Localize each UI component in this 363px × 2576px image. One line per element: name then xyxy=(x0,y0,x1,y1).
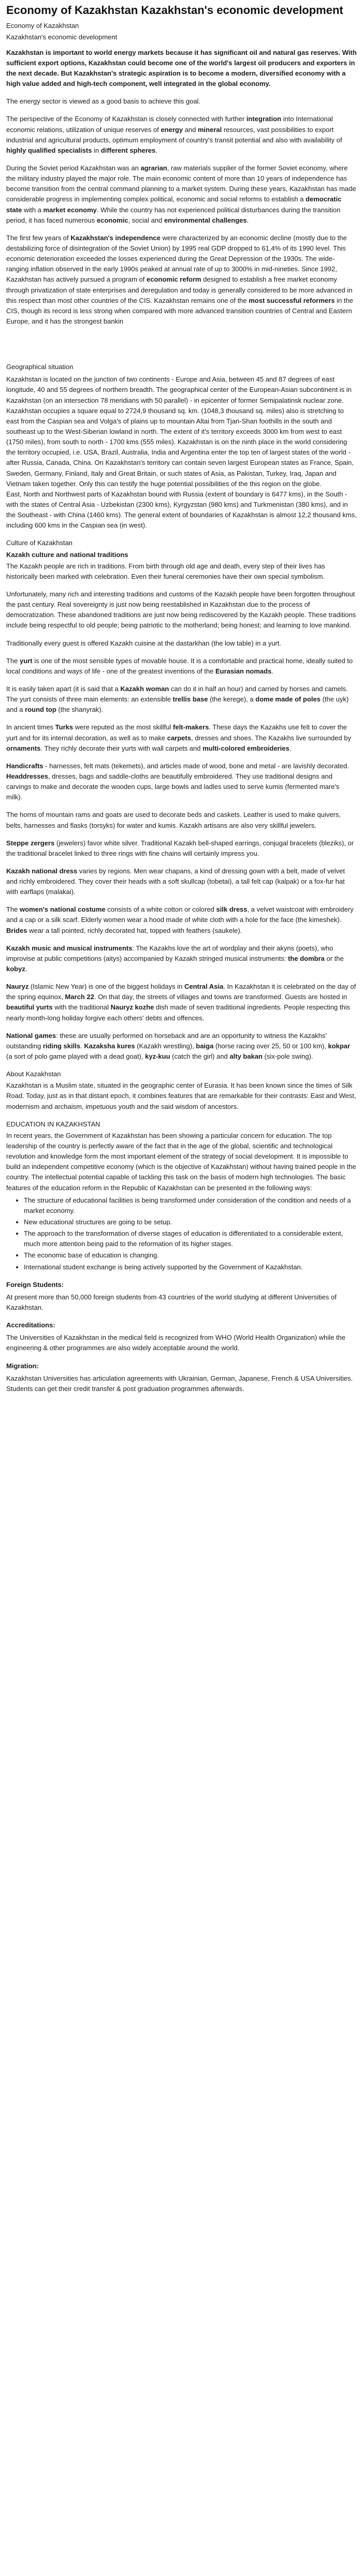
text-run: in the CIS, though its record is less strong when compared with more advanced transition countries of Central and Eastern Europe, and it has the strongest bankin xyxy=(6,296,353,326)
section-spacer xyxy=(6,334,357,355)
emphasis-text: baiga xyxy=(196,1042,214,1050)
emphasis-text: environmental challenges xyxy=(164,216,247,224)
section-heading-about: About Kazakhstan xyxy=(6,1070,61,1078)
emphasis-text: Kazakh woman xyxy=(120,684,169,693)
text-run: , a velvet waistcoat with embroidery and a cap or a silk scarf. Elderly women wear a hood made of white cloth with a hole for the face (the kimeshek). xyxy=(6,905,354,924)
text-run: : these are usually performed on horseback and are an opportunity to witness the Kazakhs' outstanding xyxy=(6,1031,327,1050)
text-run: (horse racing over 25, 50 or 100 km), xyxy=(213,1042,328,1050)
emphasis-text: Handicrafts xyxy=(6,762,43,770)
culture-paragraph xyxy=(6,761,357,803)
emphasis-text: Nauryz kozhe xyxy=(110,1003,154,1012)
culture-paragraph xyxy=(6,904,357,935)
emphasis-text: most successful reformers xyxy=(249,296,335,304)
culture-paragraph xyxy=(6,1031,357,1062)
emphasis-text: Kazakshа kures xyxy=(84,1042,135,1050)
text-run: : The Kazakhs love the art of wordplay and their akyns (poets), who improvise at public competitions (aitys) accompanied by Kazakh stringed musical instruments: xyxy=(6,944,333,962)
text-run: . These days the Kazakhs use felt to cover the yurt and for its internal decoration, as well as to make xyxy=(6,723,347,742)
text-run: The xyxy=(6,905,20,914)
intro-paragraph xyxy=(6,48,357,90)
emphasis-text: Nauryz xyxy=(6,983,29,991)
text-run: The xyxy=(6,656,20,665)
emphasis-text: democratic state xyxy=(6,195,342,214)
text-run: (the shanyrak). xyxy=(56,706,104,714)
text-run: (the kerege), a xyxy=(208,695,256,704)
emphasis-text: different spheres xyxy=(100,146,156,154)
text-run: During the Soviet period Kazakhstan was an xyxy=(6,164,141,172)
section-heading-education: EDUCATION IN KAZAKHSTAN xyxy=(6,1120,100,1128)
text-run: is one of the most sensible types of movable house. It is a comfortable and practical home, ideally suited to local conditions and ways of life - one of the greatest inventions of the xyxy=(6,656,353,675)
emphasis-text: Turks xyxy=(55,723,74,731)
emphasis-text: yurt xyxy=(20,656,33,665)
text-run: , dresses, bags and saddle-cloths are beautifully embroidered. They use traditional designs and carvings to make and decorate the wooden cups, large bowls and ladles used to serve kumis (fermented mare's milk). xyxy=(6,772,340,801)
text-run: , social and xyxy=(128,216,164,224)
emphasis-text: kobyz xyxy=(6,965,25,973)
text-run: . xyxy=(80,1042,84,1050)
emphasis-text: Central Asia xyxy=(184,983,224,991)
subsection-heading-traditions: Kazakh culture and national traditions xyxy=(6,550,128,559)
about-paragraph: Kazakhstan is a Muslim state, situated in the geographic center of Eurasia. It has been known since the times of Silk Road. Today, just as in that distant epoch, it combines features that are remarkable for their contrasts: East and West, modernism and archaism, impetuous youth and the said wisdom of ancestors. xyxy=(6,1081,356,1110)
text-run: , raw materials supplier of the former Soviet economy, where the military industry played the major role. The main economic content of more than 10 years of independence has become transition from the central command planning to a market system. During these years, Kazakhstan has made considerable progress in implementing complex political, economic and social reforms to establish a xyxy=(6,164,356,203)
text-run: or the xyxy=(324,954,344,962)
emphasis-text: dome made of poles xyxy=(255,695,321,704)
text-run: In ancient times xyxy=(6,723,55,731)
emphasis-text: Eurasian nomads xyxy=(215,667,272,675)
section-heading-culture: Culture of Kazakhstan xyxy=(6,539,72,547)
text-run: . xyxy=(155,146,157,154)
emphasis-text: felt-makers xyxy=(173,723,209,731)
text-run: (catch the girl) and xyxy=(170,1052,230,1061)
culture-paragraph: The Kazakh people are rich in traditions. From birth through old age and death, every step of their lives has historically been marked with celebration. Even their funeral ceremonies have their own special symbolism. xyxy=(6,562,325,580)
text-run: (jewelers) favor white silver. Traditional Kazakh bell-shaped earrings, conjugal bracelets (bleziks), or the traditional bracelet linked to three rings with fine chains will certainly impress you. xyxy=(6,839,354,857)
list-item: • The structure of educational facilities is being transformed under consideration of the condition and needs of a market economy. xyxy=(24,1195,357,1216)
intro-paragraph xyxy=(6,233,357,327)
emphasis-text: National games xyxy=(6,1031,56,1040)
text-run: (Kazakh wrestling), xyxy=(135,1042,196,1050)
text-run: The first few years of xyxy=(6,233,71,242)
education-paragraph: In recent years, the Government of Kazakhstan has been showing a particular concern for education. The top leadership of the country is perfectly aware of the fact that in the age of the global, scientific and technological revolution and knowledge form the most important element of the strategy of social development. It is impossible to build an independent competitive economy (which is the objective of Kazakhstan) without having trained people in the country. The intellectual potential capable of tackling this task on the basis of modern high technologies. The basic features of the education reform in the Republic of Kazakhstan can be presented in the following ways: xyxy=(6,1131,356,1192)
text-run: . xyxy=(25,965,27,973)
text-run: varies by regions. Men wear chapans, a kind of dressing gown with a belt, made of velvet and richly embroidered. They cover their heads with a soft skullcap (tobetai), a tall felt cap (kalpak) or a fox-fur hat with earflaps (malakai). xyxy=(6,867,345,896)
intro-paragraph xyxy=(6,163,357,226)
text-run: designed to establish a free market economy through privatization of state enterprises and deregulation and today is generally considered to be more advanced in this respect than most other countries of the CIS. Kazakhstan remains one of the xyxy=(6,275,353,304)
emphasis-text: carpets xyxy=(167,734,191,742)
list-item: • The approach to the transformation of diverse stages of education is differentiated to a considerable extent, much more attention being paid to the reformation of its higher stages. xyxy=(24,1228,357,1249)
text-run: The perspective of the Economy of Kazakhstan is closely connected with further xyxy=(6,115,246,123)
text-run: . On that day, the streets of villages and towns are transformed. Guests are hosted in xyxy=(94,993,347,1001)
emphasis-text: mineral xyxy=(198,125,222,134)
geo-paragraph: East, North and Northwest parts of Kazakhstan bound with Russia (extent of boundary is 6477 kms), in the South - with the states of Central Asia - Uzbekistan (2300 kms), Kyrgyzstan (980 kms) and Turkmenistan (380 kms), and in the Southeast - with China (1460 kms). The general extent of boundaries of Kazakhstan is almost 12,2 thousand kms, including 600 kms in the Caspian sea (in west). xyxy=(6,490,357,530)
text-run: can do it in half an hour) and carried by horses and camels. The yurt consists of three main elements: an extensible xyxy=(6,684,348,704)
text-run: were characterized by an economic decline (mostly due to the destabilizing force of disintegration of the Soviet Union) by 1995 real GDP dropped to 61,4% of its 1990 level. This economic deterioration exceeded the losses experienced during the Great Depression of the 1930s. The wide-ranging inflation observed in the early 1990s peaked at annual rate of up to 3000% in mid-nineties. Since 1992, Kazakhstan has actively pursued a program of xyxy=(6,233,347,284)
emphasis-text: the dombra xyxy=(288,954,325,962)
text-run: consists of a white cotton or colored xyxy=(105,905,216,914)
emphasis-text: kokpar xyxy=(328,1042,351,1050)
text-run: . While the country has not experienced political disturbances during the transition period, it has faced numerous xyxy=(6,206,341,224)
foreign-students-heading: Foreign Students: xyxy=(6,1280,64,1289)
text-run: , dresses and shoes. The Kazakhs live surrounded by xyxy=(191,734,352,742)
culture-paragraph: Unfortunately, many rich and interesting traditions and customs of the Kazakh people have been forgotten throughout the past century. Real sovereignty is just now being reestablished in Kazakhstan due to the process of democratization. These abandoned traditions are just now being rediscovered by the Kazakh people. These traditions include being respectful to old people; being patriotic to the motherland; being honest; and learning to love mankind. xyxy=(6,590,356,630)
list-item: • International student exchange is being actively supported by the Government of Kazakhstan. xyxy=(24,1262,357,1272)
intro-paragraph xyxy=(6,114,357,156)
culture-paragraph xyxy=(6,866,357,897)
migration-paragraph: Kazakhstan Universities has articulation agreements with Ukrainian, German, Japanese, French & USA Universities. Students can get their credit transfer & post graduation programmes afterwards. xyxy=(6,1374,353,1393)
emphasis-text: economic xyxy=(96,216,128,224)
emphasis-text: Kazakh national dress xyxy=(6,867,78,875)
emphasis-text: multi-colored embroideries xyxy=(202,744,289,752)
emphasis-text: March 22 xyxy=(65,993,94,1001)
emphasis-text: women's national costume xyxy=(20,905,106,914)
emphasis-text: agrarian xyxy=(140,164,167,172)
emphasis-text: integration xyxy=(246,115,282,123)
list-item: • New educational structures are going to be setup. xyxy=(24,1217,357,1227)
emphasis-text: economic reform xyxy=(146,275,201,284)
culture-paragraph xyxy=(6,722,357,753)
text-run: with a xyxy=(22,206,43,214)
emphasis-text: energy xyxy=(161,125,183,134)
culture-paragraph xyxy=(6,684,357,715)
emphasis-text: Headdresses xyxy=(6,772,48,780)
list-item: • The economic base of education is changing. xyxy=(24,1250,357,1261)
text-run: (the uyk) and a xyxy=(6,695,349,714)
text-run: - harnesses, felt mats (tekemets), and articles made of wood, bone and metal - are lavishly decorated. xyxy=(43,762,349,770)
text-run: . xyxy=(271,667,273,675)
text-run: (six-pole swing). xyxy=(263,1052,313,1061)
emphasis-text: highly qualified specialists xyxy=(6,146,92,154)
text-run: with the traditional xyxy=(52,1003,111,1012)
intro-bold-text: Kazakhstan is important to world energy markets because it has significant oil and natural gas reserves. With sufficient export options, Kazakhstan could become one of the world's largest oil producers and exporters in the next decade. But Kazakhstan's strategic aspiration is to become a modern, diversified economy with a high value added and high-tech component, well integrated in the global economy. xyxy=(6,48,357,88)
emphasis-text: kyz-kuu xyxy=(145,1052,170,1061)
emphasis-text: alty bakan xyxy=(229,1052,263,1061)
emphasis-text: Steppe zergers xyxy=(6,839,55,847)
text-run: wear a tall pointed, richly decorated hat, topped with feathers (saukele). xyxy=(27,926,242,934)
text-run: (a sort of polo game played with a dead goat), xyxy=(6,1052,146,1061)
culture-paragraph xyxy=(6,982,357,1023)
text-run: resources, vast possibilities to export industrial and agricultural products, optimum employment of country's transit potential and also with availability of xyxy=(6,125,342,144)
culture-paragraph: Traditionally every guest is offered Kazakh cuisine at the dastarkhan (the low table) in a yurt. xyxy=(6,639,282,647)
culture-paragraph: The horns of mountain rams and goats are used to decorate beds and caskets. Leather is used to make quivers, belts, harnesses and flasks (torsyks) for water and kumis. Kazakh artisans are also very skillful jewelers. xyxy=(6,811,341,829)
emphasis-text: riding skills xyxy=(42,1042,81,1050)
culture-paragraph xyxy=(6,838,357,859)
intro-paragraph: The energy sector is viewed as a good basis to achieve this goal. xyxy=(6,97,201,106)
emphasis-text: Kazakhstan's independence xyxy=(70,233,161,242)
subtitle-line: Kazakhstan's economic development xyxy=(6,33,118,41)
text-run: . xyxy=(289,744,292,752)
accreditations-heading: Accreditations: xyxy=(6,1321,55,1329)
text-run: into International economic relations, utilization of unique reserves of xyxy=(6,115,333,134)
text-run: and xyxy=(183,125,198,134)
accreditations-paragraph: The Universities of Kazakhstan in the medical field is recognized from WHO (World Health Organization) while the engineering & other programmes are also widely acceptable around the world. xyxy=(6,1334,346,1352)
section-heading-geography: Geographical situation xyxy=(6,363,74,371)
migration-heading: Migration: xyxy=(6,1362,39,1370)
emphasis-text: trellis base xyxy=(172,695,208,704)
page-title: Economy of Kazakhstan Kazakhstan's economic development xyxy=(6,4,343,17)
geo-paragraph: Kazakhstan is located on the junction of two continents - Europe and Asia, between 45 and 87 degrees of east longitude, 40 and 55 degrees of northern breadth. The geographical center of the European-Asian subcontinent is in Kazakhstan (on an intersection 78 meridians with 50 parallel) - in epicenter of former Semipalatinsk nuclear zone. Kazakhstan occupies a square equal to 2724,9 thousand sq. km. (1048,3 thousand sq. miles) also is stretching to east from the Caspian sea and Volga's of plains up to mountain Altai from Tjan-Shan foothills in the south and southeast up to the West-Siberian lowland in north. The extent of it's territory exceeds 3000 km from west to east (1750 miles), from south to north - 1700 kms (555 miles). Kazakhstan is on the ninth place in the world considering the territory occupied, i.e. USA, Brazil, Australia, India and Argentina enter the top ten of largest states of the world - after Russia, Canada, China. On Kazakhstan's territory can contain seven largest European states as France, Spain, Sweden, Germany, Finland, Italy and Great Britain, or such states of Asia, as Pakistan, Turkey, Iraq, Japan and Vietnam taken together. Only this can testify the huge potential possibilities of the this region on the globe. xyxy=(6,375,354,488)
culture-paragraph xyxy=(6,943,357,974)
emphasis-text: beautiful yurts xyxy=(6,1003,53,1012)
emphasis-text: market economy xyxy=(43,206,97,214)
text-run: It is easily taken apart (it is said that a xyxy=(6,684,121,693)
text-run: in xyxy=(92,146,101,154)
culture-paragraph xyxy=(6,656,357,677)
text-run: . They richly decorate their yurts with wall carpets and xyxy=(40,744,203,752)
emphasis-text: silk dress xyxy=(216,905,248,914)
subtitle-line: Economy of Kazakhstan xyxy=(6,21,79,30)
emphasis-text: Brides xyxy=(6,926,27,934)
education-reform-list xyxy=(6,1195,357,1272)
text-run: . In Kazakhstan it is celebrated on the day of the spring equinox, xyxy=(6,983,356,1001)
emphasis-text: ornaments xyxy=(6,744,41,752)
emphasis-text: Kazakh music and musical instruments xyxy=(6,944,133,952)
text-run: (Islamic New Year) is one of the biggest holidays in xyxy=(28,983,184,991)
foreign-students-paragraph: At present more than 50,000 foreign students from 43 countries of the world studying at different Universities of Kazakhstan. xyxy=(6,1293,337,1311)
text-run: dish made of seven traditional ingredients. People respecting this nearly month-long holiday forgive each others' debts and offences. xyxy=(6,1003,351,1022)
text-run: were reputed as the most skillful xyxy=(73,723,173,731)
emphasis-text: round top xyxy=(25,706,56,714)
text-run: . xyxy=(246,216,249,224)
